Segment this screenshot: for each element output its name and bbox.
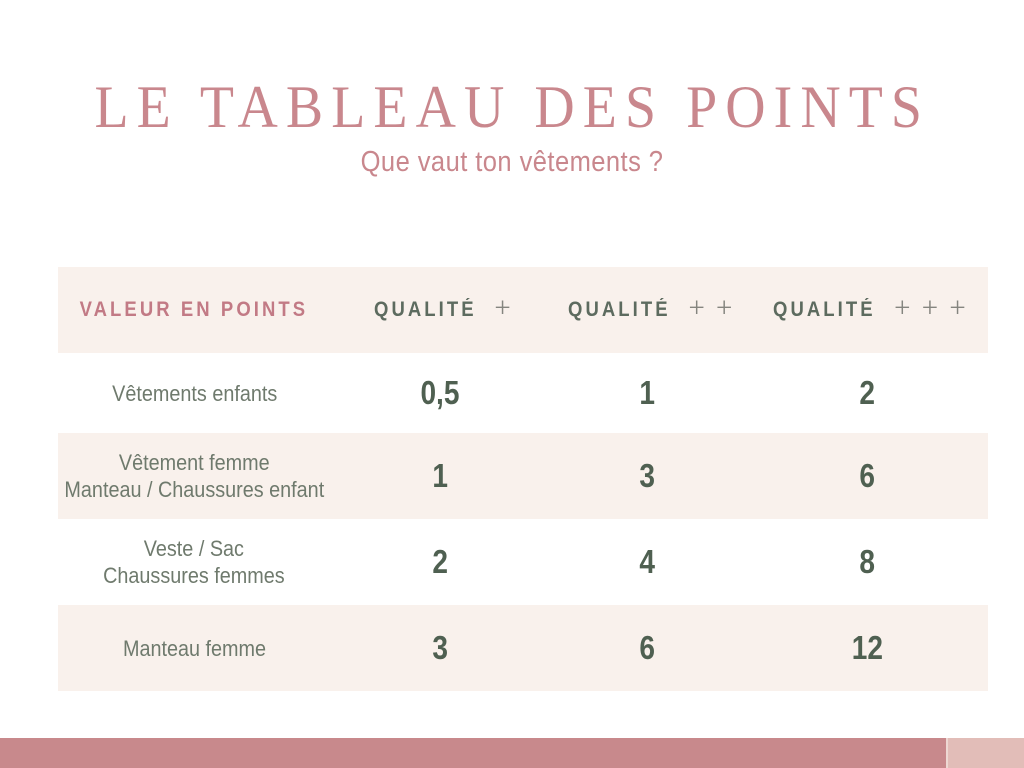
column-header-qualite: QUALITÉ: [373, 298, 477, 321]
points-value: 6: [639, 629, 656, 666]
page-subtitle-text: Que vaut ton vêtements ?: [360, 146, 664, 178]
points-value: 3: [639, 457, 656, 494]
table-row: [58, 519, 988, 605]
table-row: [58, 353, 988, 433]
value-cell: [746, 353, 988, 433]
column-header-valeur-en-points: VALEUR EN POINTS: [79, 298, 309, 321]
page-title: LE TABLEAU DES POINTS: [94, 74, 930, 140]
points-value: 2: [859, 374, 875, 411]
row-label: Manteau femme: [122, 635, 266, 661]
header-cell-qualite-1: [330, 267, 549, 353]
value-cell: [746, 433, 988, 519]
points-value: 1: [431, 457, 448, 494]
row-label-cell: [58, 353, 330, 433]
points-table: [58, 267, 988, 691]
row-label: Vêtement femme Manteau / Chaussures enfant: [64, 450, 325, 502]
footer-bar-main: [0, 738, 946, 768]
row-label-cell: [58, 519, 330, 605]
plus-icon: +: [494, 291, 513, 324]
value-cell: [746, 519, 988, 605]
column-header-qualite: QUALITÉ: [773, 298, 877, 321]
points-value: 3: [431, 629, 448, 666]
points-value: 12: [851, 629, 883, 666]
value-cell: [330, 605, 549, 691]
value-cell: [330, 519, 549, 605]
points-value: 0,5: [420, 374, 460, 411]
value-cell: [549, 519, 746, 605]
value-cell: [549, 605, 746, 691]
value-cell: [549, 353, 746, 433]
value-cell: [330, 353, 549, 433]
column-header-qualite: QUALITÉ: [567, 298, 671, 321]
points-value: 4: [639, 543, 656, 580]
header-cell-qualite-2: [549, 267, 746, 353]
footer-bar: [0, 738, 1024, 768]
footer-bar-accent: [948, 738, 1024, 768]
header-cell-valeur: [58, 267, 330, 353]
points-value: 1: [639, 374, 656, 411]
header-cell-qualite-3: [746, 267, 988, 353]
value-cell: [330, 433, 549, 519]
plus-icon: + + +: [894, 291, 968, 324]
value-cell: [549, 433, 746, 519]
table-header-row: [58, 267, 988, 353]
points-value: 6: [859, 457, 875, 494]
title-block: [0, 76, 1024, 177]
row-label: Vêtements enfants: [111, 380, 277, 406]
table-row: [58, 433, 988, 519]
value-cell: [746, 605, 988, 691]
row-label-cell: [58, 605, 330, 691]
row-label-cell: [58, 433, 330, 519]
table-row: [58, 605, 988, 691]
points-value: 2: [431, 543, 448, 580]
page-subtitle: [0, 147, 1024, 177]
plus-icon: + +: [688, 291, 735, 324]
row-label: Veste / Sac Chaussures femmes: [103, 536, 286, 588]
points-value: 8: [859, 543, 875, 580]
